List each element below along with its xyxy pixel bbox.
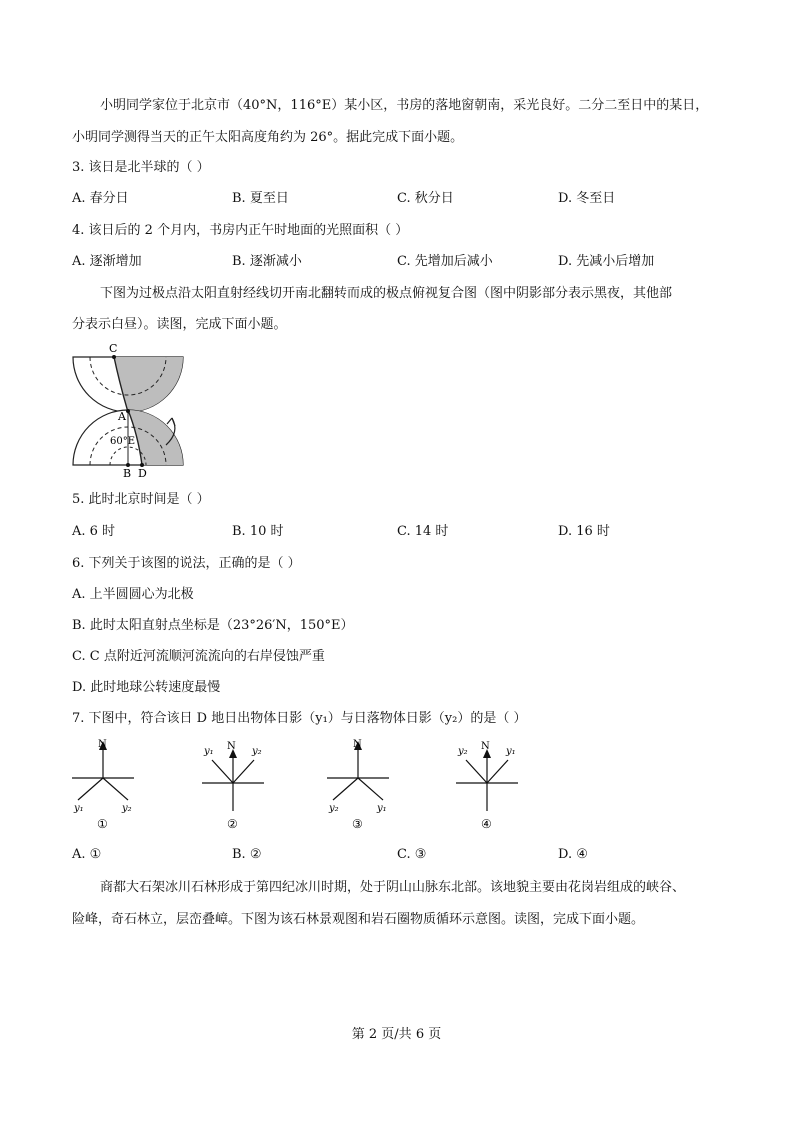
q4-option-a[interactable]: A. 逐渐增加 [72, 254, 142, 269]
q6-option-d[interactable]: D. 此时地球公转速度最慢 [72, 680, 221, 695]
q6-option-c[interactable]: C. C 点附近河流顺河流流向的右岸侵蚀严重 [72, 649, 325, 664]
q5-option-a[interactable]: A. 6 时 [72, 524, 116, 539]
question-7-options [72, 845, 712, 865]
label-60e: 60°E [110, 436, 136, 447]
label-a: A [118, 410, 126, 423]
compass-2-number: ② [227, 817, 238, 831]
question-4-stem: 4. 该日后的 2 个月内，书房内正午时地面的光照面积（ ） [72, 223, 409, 238]
compass-4-right-label: y₁ [506, 746, 516, 757]
paragraph-intro-1-line-1: 小明同学家位于北京市（40°N，116°E）某小区，书房的落地窗朝南，采光良好。二分二至日中的某日， [100, 98, 709, 113]
question-5-stem: 5. 此时北京时间是（ ） [72, 492, 210, 507]
north-label-3: N [353, 739, 362, 750]
compass-diagram-3 [323, 738, 403, 833]
compass-3-left-label: y₂ [329, 803, 339, 814]
question-3-stem: 3. 该日是北半球的（ ） [72, 160, 210, 175]
question-4-options [72, 252, 712, 272]
paragraph-intro-2-line-2: 分表示白昼）。读图，完成下面小题。 [72, 317, 287, 332]
compass-4-left-label: y₂ [458, 746, 468, 757]
compass-1-left-label: y₁ [74, 803, 84, 814]
q3-option-c[interactable]: C. 秋分日 [397, 191, 454, 206]
q5-option-c[interactable]: C. 14 时 [397, 524, 449, 539]
question-6-stem: 6. 下列关于该图的说法，正确的是（ ） [72, 556, 301, 571]
q4-option-d[interactable]: D. 先减小后增加 [558, 254, 655, 269]
q7-option-b[interactable]: B. ② [232, 847, 262, 862]
paragraph-intro-3-line-2: 险峰，奇石林立，层峦叠嶂。下图为该石林景观图和岩石圈物质循环示意图。读图，完成下面小题。 [72, 912, 645, 927]
compass-diagram-4 [452, 738, 532, 833]
paragraph-intro-3-line-1: 商都大石架冰川石林形成于第四纪冰川时期，处于阴山山脉东北部。该地貌主要由花岗岩组成的峡谷、 [100, 880, 686, 895]
paragraph-intro-1-line-2: 小明同学测得当天的正午太阳高度角约为 26°。据此完成下面小题。 [72, 130, 464, 145]
label-c: C [109, 342, 118, 355]
question-7-stem: 7. 下图中，符合该日 D 地日出物体日影（y₁）与日落物体日影（y₂）的是（ ） [72, 711, 527, 726]
q7-option-c[interactable]: C. ③ [397, 847, 427, 862]
compass-diagram-2 [198, 738, 278, 833]
label-b: B [123, 467, 132, 480]
q4-option-b[interactable]: B. 逐渐减小 [232, 254, 302, 269]
paragraph-intro-2-line-1: 下图为过极点沿太阳直射经线切开南北翻转而成的极点俯视复合图（图中阴影部分表示黑夜，其他部 [100, 286, 673, 301]
q4-option-c[interactable]: C. 先增加后减小 [397, 254, 493, 269]
q5-option-b[interactable]: B. 10 时 [232, 524, 284, 539]
compass-2-right-label: y₂ [252, 746, 262, 757]
point-c [112, 355, 116, 359]
compass-3-number: ③ [352, 817, 363, 831]
question-3-options [72, 189, 712, 209]
polar-composite-figure [68, 340, 193, 480]
q5-option-d[interactable]: D. 16 时 [558, 524, 610, 539]
label-d: D [138, 467, 147, 480]
q6-option-b[interactable]: B. 此时太阳直射点坐标是（23°26′N，150°E） [72, 618, 354, 633]
rotation-arrow-head [167, 418, 175, 426]
q3-option-d[interactable]: D. 冬至日 [558, 191, 616, 206]
north-label-2: N [227, 741, 236, 752]
compass-2-left-label: y₁ [204, 746, 214, 757]
point-a [126, 409, 130, 413]
q6-option-a[interactable]: A. 上半圆圆心为北极 [72, 587, 194, 602]
compass-3-right-label: y₁ [377, 803, 387, 814]
compass-1-right-label: y₂ [122, 803, 132, 814]
compass-4-number: ④ [481, 817, 492, 831]
compass-diagram-1 [68, 738, 148, 833]
north-label-4: N [481, 741, 490, 752]
page-footer: 第 2 页/共 6 页 [351, 1027, 442, 1042]
q7-option-d[interactable]: D. ④ [558, 847, 588, 862]
q3-option-b[interactable]: B. 夏至日 [232, 191, 289, 206]
question-5-options [72, 522, 712, 542]
q3-option-a[interactable]: A. 春分日 [72, 191, 129, 206]
north-label-1: N [98, 739, 107, 750]
compass-1-number: ① [97, 817, 108, 831]
q7-option-a[interactable]: A. ① [72, 847, 102, 862]
